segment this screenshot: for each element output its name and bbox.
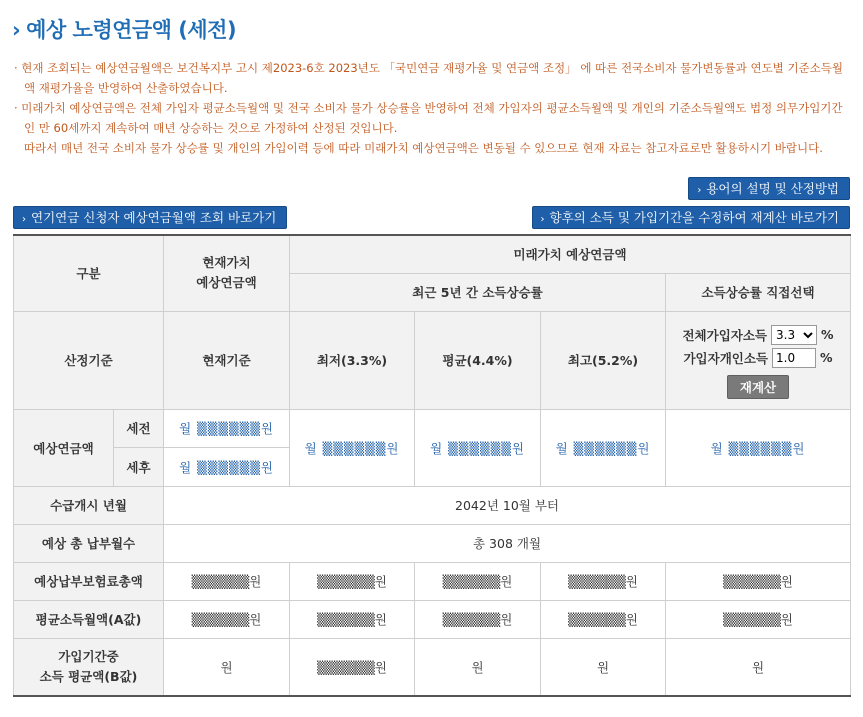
posttax-current-value: 월 ▒▒▒▒▒▒원 bbox=[164, 447, 290, 486]
future-direct-value: 월 ▒▒▒▒▒▒원 bbox=[666, 409, 851, 486]
page-title bbox=[12, 14, 236, 44]
row-basis-label: 산정기준 bbox=[14, 311, 164, 409]
premium-cell: ▒▒▒▒▒▒원 bbox=[164, 562, 290, 600]
header-recent-5-years: 최근 5년 간 소득상승률 bbox=[290, 273, 666, 311]
all-subscriber-income-select[interactable] bbox=[771, 325, 817, 345]
header-direct-select: 소득상승률 직접선택 bbox=[666, 273, 851, 311]
row-b-value-label-line-1: 가입기간중 bbox=[58, 648, 119, 664]
pretax-label: 세전 bbox=[114, 409, 164, 447]
chevron-right-icon: › bbox=[12, 18, 21, 42]
all-subscriber-income-label: 전체가입자소득 bbox=[682, 327, 768, 343]
percent-sign: % bbox=[820, 350, 833, 365]
row-premium-label: 예상납부보험료총액 bbox=[14, 562, 164, 600]
basis-avg: 평균(4.4%) bbox=[415, 311, 541, 409]
basis-current: 현재기준 bbox=[164, 311, 290, 409]
recalculate-link-label: 향후의 소득 및 가입기간을 수정하여 재계산 바로가기 bbox=[549, 210, 839, 225]
deferred-pension-lookup-label: 연기연금 신청자 예상연금월액 조회 바로가기 bbox=[31, 210, 277, 225]
notice-paragraph-3: 따라서 매년 전국 소비자 물가 상승률 및 개인의 가입이력 등에 따라 미래가치 예상연금액은 변동될 수 있으므로 현재 자료는 참고자료로만 활용하시기 바랍니다. bbox=[24, 141, 823, 155]
header-category: 구분 bbox=[14, 235, 164, 311]
avg-income-cell: ▒▒▒▒▒▒원 bbox=[666, 600, 851, 638]
pretax-current-value: 월 ▒▒▒▒▒▒원 bbox=[164, 409, 290, 447]
b-value-cell: 원 bbox=[415, 638, 541, 696]
header-future-value: 미래가치 예상연금액 bbox=[290, 235, 851, 273]
pension-table bbox=[13, 234, 851, 697]
avg-income-cell: ▒▒▒▒▒▒원 bbox=[541, 600, 666, 638]
avg-income-cell: ▒▒▒▒▒▒원 bbox=[290, 600, 415, 638]
all-subscriber-income-control bbox=[666, 325, 850, 345]
b-value-cell: 원 bbox=[541, 638, 666, 696]
chevron-right-icon: › bbox=[22, 214, 26, 225]
premium-cell: ▒▒▒▒▒▒원 bbox=[415, 562, 541, 600]
future-avg-value: 월 ▒▒▒▒▒▒원 bbox=[415, 409, 541, 486]
row-months-label: 예상 총 납부월수 bbox=[14, 524, 164, 562]
basis-low: 최저(3.3%) bbox=[290, 311, 415, 409]
row-avg-income-label: 평균소득월액(A값) bbox=[14, 600, 164, 638]
personal-income-control bbox=[666, 348, 850, 368]
chevron-right-icon: › bbox=[540, 214, 545, 225]
page-title-text: 예상 노령연금액 (세전) bbox=[26, 18, 237, 42]
premium-cell: ▒▒▒▒▒▒원 bbox=[666, 562, 851, 600]
percent-sign: % bbox=[821, 327, 834, 342]
notice-block bbox=[14, 58, 850, 158]
header-present-value: 현재가치 예상연금액 bbox=[164, 235, 290, 311]
months-value: 총 308 개월 bbox=[164, 524, 851, 562]
b-value-cell: 원 bbox=[164, 638, 290, 696]
b-value-cell: 원 bbox=[666, 638, 851, 696]
posttax-label: 세후 bbox=[114, 447, 164, 486]
start-value: 2042년 10월 부터 bbox=[164, 486, 851, 524]
row-b-value-label bbox=[14, 638, 164, 696]
recalculate-link-button[interactable] bbox=[532, 206, 851, 229]
notice-paragraph-2: · 미래가치 예상연금액은 전체 가입자 평균소득월액 및 전국 소비자 물가 상승률을 반영하여 전체 가입자의 평균소득월액 및 개인의 기준소득월액도 법정 의무가입기간인 만 60세까지 계속하여 매년 상승하는 것으로 가정하여 산정된 것입니다. bbox=[14, 101, 843, 135]
basis-high: 최고(5.2%) bbox=[541, 311, 666, 409]
avg-income-cell: ▒▒▒▒▒▒원 bbox=[164, 600, 290, 638]
glossary-button-label: 용어의 설명 및 산정방법 bbox=[706, 181, 839, 196]
premium-cell: ▒▒▒▒▒▒원 bbox=[541, 562, 666, 600]
row-expected-label: 예상연금액 bbox=[14, 409, 114, 486]
future-low-value: 월 ▒▒▒▒▒▒원 bbox=[290, 409, 415, 486]
glossary-button[interactable] bbox=[688, 177, 850, 200]
deferred-pension-lookup-button[interactable] bbox=[13, 206, 287, 229]
personal-income-label: 가입자개인소득 bbox=[683, 350, 769, 366]
avg-income-cell: ▒▒▒▒▒▒원 bbox=[415, 600, 541, 638]
chevron-right-icon: › bbox=[697, 185, 702, 196]
row-start-label: 수급개시 년월 bbox=[14, 486, 164, 524]
recalculate-button[interactable]: 재계산 bbox=[727, 375, 789, 399]
b-value-cell: ▒▒▒▒▒▒원 bbox=[290, 638, 415, 696]
premium-cell: ▒▒▒▒▒▒원 bbox=[290, 562, 415, 600]
future-high-value: 월 ▒▒▒▒▒▒원 bbox=[541, 409, 666, 486]
direct-select-controls bbox=[666, 311, 851, 409]
personal-income-input[interactable] bbox=[772, 348, 816, 368]
row-b-value-label-line-2: 소득 평균액(B값) bbox=[39, 668, 138, 684]
notice-paragraph-1: · 현재 조회되는 예상연금월액은 보건복지부 고시 제2023-6호 2023년도 「국민연금 재평가율 및 연금액 조정」 에 따른 전국소비자 물가변동률과 연도별 기준소득월액 재평가율을 반영하여 산출하였습니다. bbox=[14, 61, 843, 95]
